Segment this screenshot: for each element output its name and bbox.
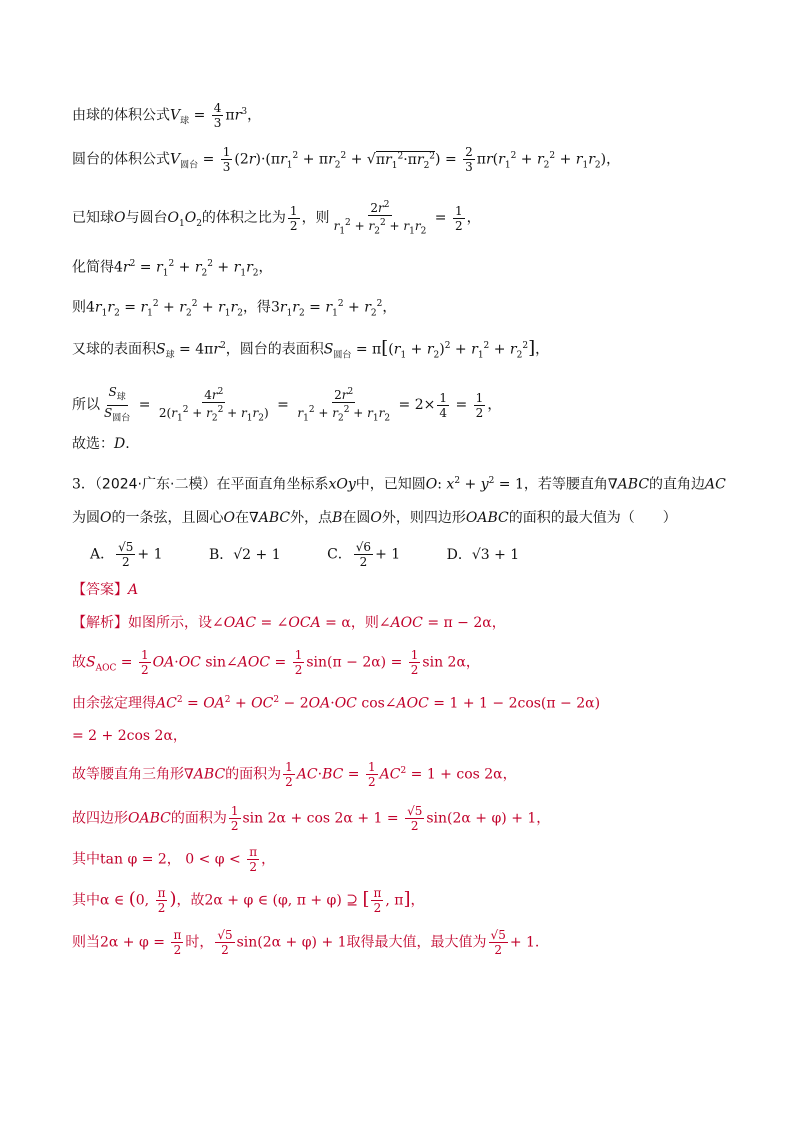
answer-label: 【答案】A [72, 582, 139, 598]
analysis-quadrilateral-area: 故四边形OABC的面积为 $\frac{1}{2}$ sin 2α + cos 2α + 1 = $\frac{√5}{2}$ sin(2α + φ) + 1， [72, 804, 551, 833]
analysis-triangle-area: 故$S_{AOC}$ = $\frac{1}{2}$ OA·OC sin∠AOC = $\frac{1}{2}$ sin(π − 2α) = $\frac{1}{2}$ sin 2α， [72, 648, 480, 677]
line-surface-area: 又球的表面积$S_球 = 4\pi r^2$，圆台的表面积$S_{圆台} = \pi[(r_1 + r_2)^2 + r_1^2 + r_2^2]$， [72, 337, 550, 361]
line-ratio-result: 所以 $\frac{S_球}{S_{圆台}}$ = $\frac{4r^2}{2(r_1^2 + r_2^2 + r_1r_2)}$ = $\frac{2r^2}{r_1^2 + r_2^2 + r_1r_2}$ = 2× $\frac{1}{4}$ = $\frac{1}{2}$ ， [72, 385, 502, 424]
line-then: 则$4r_1r_2 = r_1^2 + r_2^2 + r_1r_2$，得$3r_1r_2 = r_1^2 + r_2^2$， [72, 299, 397, 319]
line-frustum-volume: 圆台的体积公式$V_{圆台}$ = $\frac{1}{3}$ $(2r)\cdot(\pi r_1^2 + \pi r_2^2 + √\pi r_1^2\cdot\pi r_2^2)$ = $\frac{2}{3}$ $\pi r(r_1^2 + r_2^2 + r_1r_2)$， [72, 145, 621, 175]
analysis-tan-phi: 其中tan φ = 2， 0 < φ < $\frac{\pi}{2}$ ， [72, 845, 276, 874]
analysis-intro: 【解析】如图所示，设∠OAC = ∠OCA = α，则∠AOC = π − 2α， [72, 615, 506, 631]
question-3-options [90, 540, 561, 569]
analysis-cosine-law: 由余弦定理得$AC^2 = OA^2 + OC^2 - 2OA\cdot OC$ cos∠AOC = 1 + 1 − 2cos(π − 2α) [72, 695, 601, 712]
question-3-stem-cont: 为圆O的一条弦，且圆心O在∇ABC外，点B在圆O外，则四边形OABC的面积的最大值为（ ） [72, 510, 677, 526]
analysis-cosine-law-cont: = 2 + 2cos 2α， [72, 728, 187, 744]
line-choose-d: 故选：D. [72, 436, 130, 452]
line-volume-ratio: 已知球O与圆台$O_1O_2$的体积之比为 $\frac{1}{2}$ ，则 $\frac{2r^2}{r_1^2 + r_2^2 + r_1r_2}$ = $\frac{1}{2}$ ， [72, 200, 481, 237]
line-simplify: 化简得$4r^2 = r_1^2 + r_2^2 + r_1r_2$， [72, 259, 273, 279]
analysis-conclusion: 则当2α + φ = $\frac{\pi}{2}$ 时， $\frac{√5}{2}$ sin(2α + φ) + 1取得最大值，最大值为 $\frac{√5}{2}$ + 1. [72, 928, 540, 957]
option-d: D．√3 + 1 [446, 546, 520, 563]
analysis-range: 其中α ∈ (0, $\frac{\pi}{2}$ )，故2α + φ ∈ (φ, π + φ) ⊇ [ $\frac{\pi}{2}$ , π]， [72, 886, 425, 915]
question-3-stem: 3．（2024·广东·二模）在平面直角坐标系xOy中，已知圆O: $x^2 + y^2 = 1$，若等腰直角∇ABC的直角边AC [72, 476, 726, 493]
option-c: C． $\frac{√6}{2}$ + 1 [327, 540, 401, 569]
option-a: A． $\frac{√5}{2}$ + 1 [90, 540, 163, 569]
option-b: B．√2 + 1 [208, 546, 281, 563]
analysis-isosceles-area: 故等腰直角三角形∇ABC的面积为 $\frac{1}{2}$ AC·BC = $\frac{1}{2}$ $AC^2 = 1 + \cos 2\alpha$， [72, 760, 517, 790]
line-sphere-volume: 由球的体积公式$V_球$ = $\frac{4}{3}$ $\pi r^3$， [72, 101, 262, 131]
